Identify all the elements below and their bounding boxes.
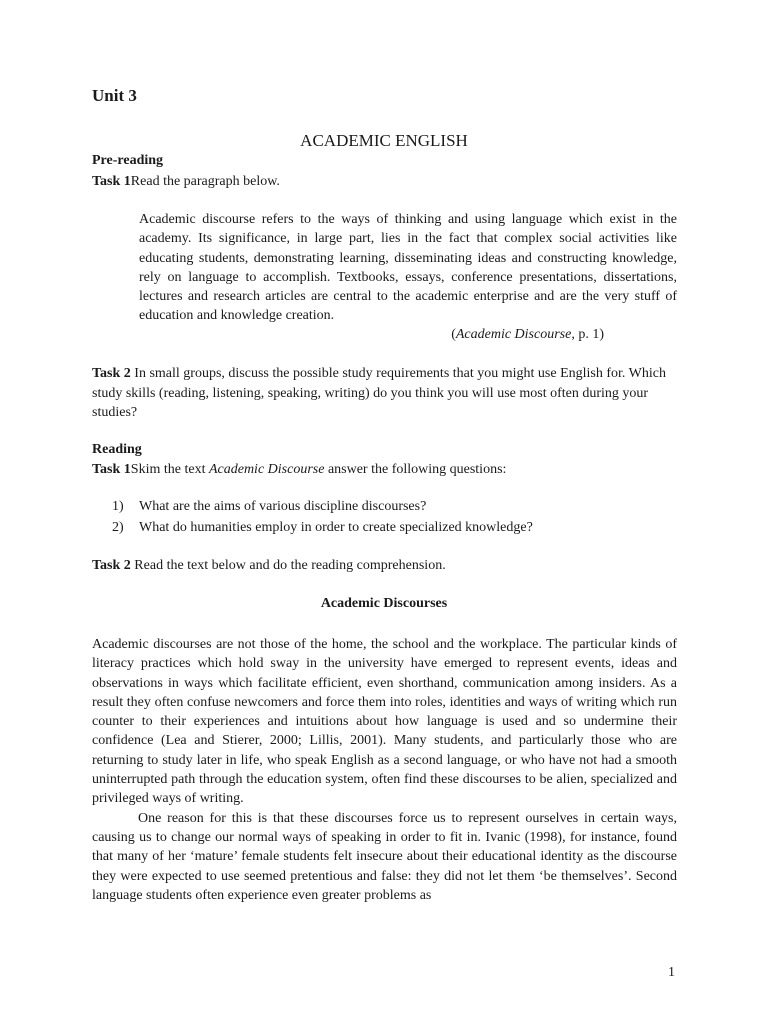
citation-title: Academic Discourse [455, 327, 572, 342]
task-label: Task 1 [92, 462, 131, 477]
question-text: What do humanities employ in order to create specialized knowledge? [139, 520, 533, 535]
prereading-heading: Pre-reading [92, 153, 164, 168]
list-item [112, 499, 533, 520]
task-label: Task 2 [92, 558, 131, 573]
question-list [112, 499, 533, 541]
task-text: Skim the text [130, 462, 209, 477]
task-label: Task 1 [92, 174, 131, 189]
reading-task2 [92, 558, 446, 574]
article-title: Academic Discourses [320, 596, 448, 611]
quote-paragraph [139, 210, 677, 326]
task-text: answer the following questions: [324, 462, 507, 477]
task-text-title: Academic Discourse [208, 462, 325, 477]
article-paragraph: One reason for this is that these discourses force us to represent ourselves in certain ways, causing us to change our normal ways of speaking in order to fit in. Ivanic (1998), for instance, found that many of her ‘mature’ female students felt insecure about their educational identity as the discourse they were expected to use seemed pretentious and false: they did not let them ‘be themselves’. Second language students often experience even greater problems as [92, 810, 677, 903]
prereading-task2 [92, 364, 677, 423]
question-number: 1) [112, 499, 124, 514]
task-text: Read the paragraph below. [130, 174, 280, 189]
unit-heading: Unit 3 [92, 86, 137, 105]
reading-heading: Reading [92, 442, 142, 457]
page-title: ACADEMIC ENGLISH [300, 131, 468, 150]
question-text: What are the aims of various discipline discourses? [139, 499, 427, 514]
question-number: 2) [112, 520, 124, 535]
article-paragraph: Academic discourses are not those of the home, the school and the workplace. The particular kinds of literacy practices which hold sway in the university have emerged to represent events, ideas and observations in ways which facilitate efficient, even shorthand, communication among insiders. As a result they often confuse newcomers and force them into roles, identities and ways of writing which run counter to their experiences and intuitions about how language is used and so undermine their confidence (Lea and Stierer, 2000; Lillis, 2001). Many students, and particularly those who are returning to study later in life, who speak English as a second language, or who have not had a smooth uninterrupted path through the education system, often find these discourses to be alien, specialized and privileged ways of writing. [92, 637, 677, 807]
task-label: Task 2 [92, 366, 131, 381]
quote-text: Academic discourse refers to the ways of thinking and using language which exist in the academy. Its significance, in large part, lies in the fact that complex social activities like educating students, demonstrating learning, disseminating ideas and constructing knowledge, rely on language to accomplish. Textbooks, essays, conference presentations, dissertations, lectures and research articles are central to the academic enterprise and are the very stuff of education and knowledge creation. [139, 212, 677, 324]
article-body [92, 635, 677, 905]
page-number: 1 [668, 965, 675, 980]
quote-citation [139, 327, 604, 343]
list-item [112, 520, 533, 541]
prereading-task1 [92, 174, 280, 190]
task-text: Read the text below and do the reading comprehension. [130, 558, 446, 573]
citation-rest: , p. 1) [571, 327, 604, 342]
reading-task1 [92, 462, 506, 478]
task-text: In small groups, discuss the possible study requirements that you might use English for. Which study skills (reading, listening, speaking, writing) do you think you will use most often during your studies? [92, 366, 666, 420]
citation-open: ( [451, 327, 456, 342]
